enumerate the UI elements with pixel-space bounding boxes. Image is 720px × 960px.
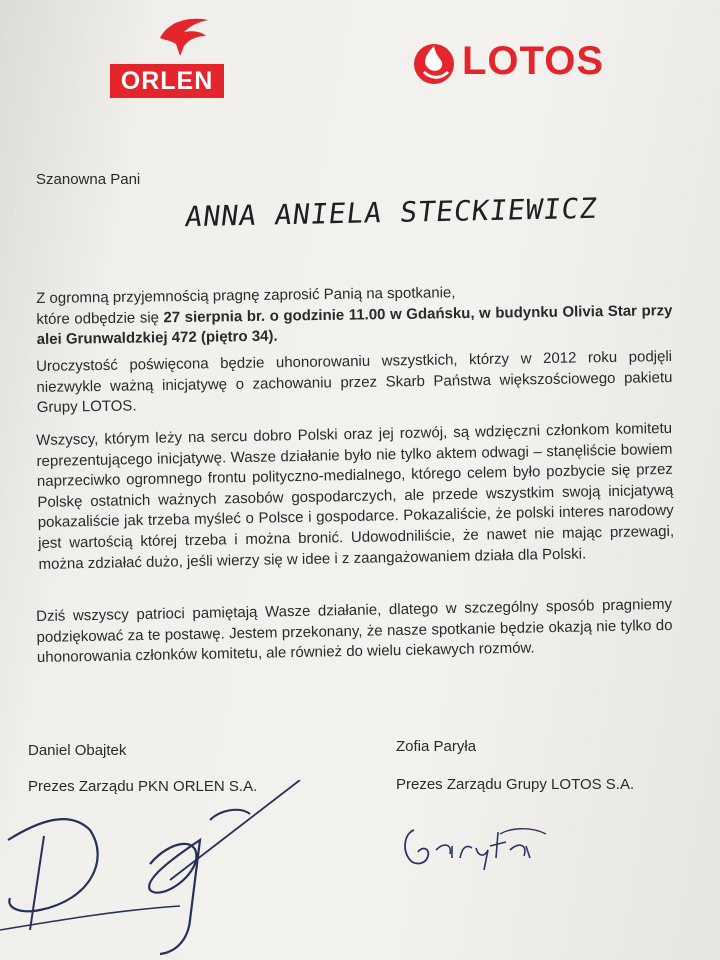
signature-obajtek [0,780,320,960]
orlen-wordmark: ORLEN [110,64,224,98]
signatory-2-title: Prezes Zarządu Grupy LOTOS S.A. [396,776,635,793]
invitation-intro: które odbędzie się [36,308,164,328]
greeting: Szanowna Pani [36,171,141,188]
signature-paryla [400,820,570,880]
lotos-drop-icon [412,42,456,86]
paragraph-gratitude: Wszyscy, którym leży na sercu dobro Polski oraz jej rozwój, są wdzięczni członkom komitetu reprezentującego inicjatywę. Wasze działanie było nie tylko aktem odwagi – stanęliście bowiem naprzeciwko ogromnego frontu polityczno-medialnego, którego celem było pozbycie się przez Polskę ostatnich ważnych zasobów gospodarczych, ale przede wszystkim swoją inicjatywą pokazaliście jak trzeba myśleć o Polsce i gospodarce. Pokazaliście, że polski interes narodowy jest wartością której trzeba i można bronić. Udowodniliście, że nawet nie mając przewagi, można zdziałać dużo, jeśli wierzy się w idee i z zaangażowaniem działa dla Polski. [36,419,675,573]
lotos-wordmark: LOTOS [462,39,605,83]
invitation-line-1: Z ogromną przyjemnością pragnę zaprosić Panią na spotkanie, [36,284,456,307]
orlen-eagle-icon [154,14,214,58]
signatory-1-name: Daniel Obajtek [28,742,127,759]
paragraph-closing: Dziś wszyscy patrioci pamiętają Wasze działanie, dlatego w szczególny sposób pragniemy podziękować za te postawę. Jestem przekonany, że nasze spotkanie będzie okazją nie tylko do uhonorowania członków komitetu, ale również do wielu ciekawych rozmów. [36,595,673,667]
invitation-details: 27 sierpnia br. o godzinie 11.00 w Gdańsku, w budynku Olivia Star przy alei Grunwaldzkiej 472 (piętro 34). [36,301,673,349]
paragraph-purpose: Uroczystość poświęcona będzie uhonorowaniu wszystkich, którzy w 2012 roku podjęli niezwykle ważną inicjatywę o zachowaniu przez Skarb Państwa większościowego pakietu Grupy LOTOS. [36,348,673,417]
signatory-2-name: Zofia Paryła [396,738,477,755]
orlen-logo [110,14,228,98]
paragraph-invitation [36,280,673,351]
recipient-handwritten-name: ANNA ANIELA STECKIEWICZ [183,191,600,234]
signatory-1-title: Prezes Zarządu PKN ORLEN S.A. [28,778,258,795]
